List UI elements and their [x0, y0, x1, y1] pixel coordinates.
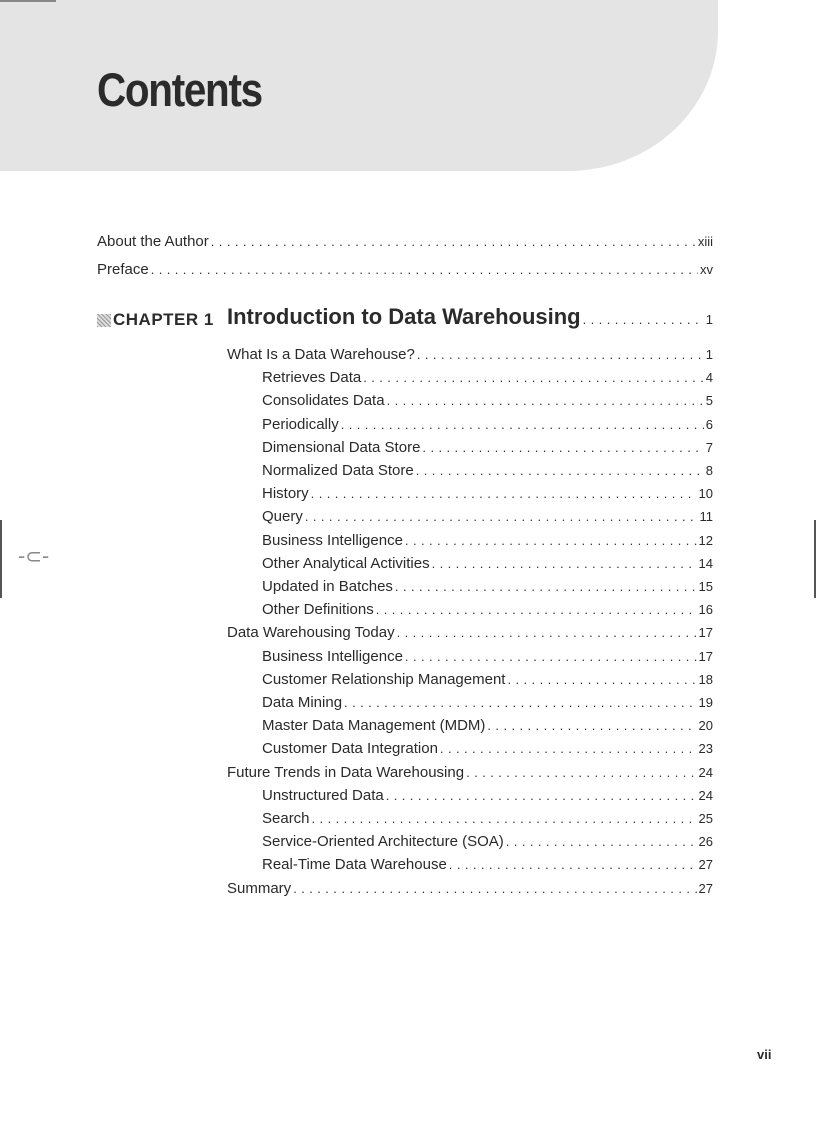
leader-dots — [405, 532, 697, 550]
toc-entry-page: 6 — [705, 417, 713, 432]
toc-entry-page: 7 — [705, 440, 713, 455]
toc-entry-page: 27 — [698, 881, 713, 896]
leader-dots — [293, 880, 696, 898]
chapter-title-entry[interactable] — [227, 304, 713, 329]
toc-entry-label: What Is a Data Warehouse? — [227, 346, 415, 363]
toc-entry-label: Data Mining — [262, 694, 343, 711]
leader-dots — [376, 601, 697, 619]
toc-entry-label: Business Intelligence — [262, 648, 403, 665]
toc-entry-page: xiii — [697, 234, 713, 249]
toc-entry-page: 5 — [705, 393, 713, 408]
toc-entry-label: Search — [262, 810, 310, 827]
toc-entry-label: Data Warehousing Today — [227, 624, 395, 641]
toc-entry-page: 19 — [698, 695, 713, 710]
leader-dots — [386, 787, 697, 805]
toc-entry-page: 15 — [698, 579, 713, 594]
toc-entry-label: Retrieves Data — [262, 369, 362, 386]
toc-entry-about-author[interactable] — [97, 233, 713, 251]
toc-entry[interactable] — [262, 856, 713, 874]
toc-entry-page: 27 — [698, 857, 713, 872]
toc-entry-page: 23 — [698, 741, 713, 756]
toc-entry[interactable] — [262, 462, 713, 480]
toc-entry[interactable] — [262, 532, 713, 550]
toc-entry[interactable] — [262, 416, 713, 434]
leader-dots — [305, 508, 698, 526]
leader-dots — [440, 740, 697, 758]
leader-dots — [344, 694, 696, 712]
toc-entry[interactable] — [262, 485, 713, 503]
chapter-page: 1 — [705, 312, 713, 327]
toc-entry-label: Customer Relationship Management — [262, 671, 506, 688]
chapter-title: Introduction to Data Warehousing — [227, 304, 581, 329]
toc-entry-page: 8 — [705, 463, 713, 478]
toc-entry-label: Periodically — [262, 416, 339, 433]
toc-entry-page: 16 — [698, 602, 713, 617]
leader-dots — [416, 462, 704, 480]
toc-entry[interactable] — [262, 740, 713, 758]
toc-entry-label: Dimensional Data Store — [262, 439, 421, 456]
toc-entry-page: 18 — [698, 672, 713, 687]
toc-entry-page: 14 — [698, 556, 713, 571]
toc-entry-page: xv — [700, 262, 713, 277]
toc-entry[interactable] — [262, 694, 713, 712]
toc-entry[interactable] — [262, 601, 713, 619]
leader-dots — [397, 624, 697, 642]
toc-entry-label: Future Trends in Data Warehousing — [227, 764, 465, 781]
leader-dots — [151, 261, 698, 279]
leader-dots — [432, 555, 697, 573]
leader-dots — [583, 311, 704, 329]
registration-mark-icon: -⊂- — [18, 544, 50, 568]
toc-entry-page: 17 — [698, 649, 713, 664]
page-number: vii — [757, 1047, 772, 1062]
leader-dots — [341, 416, 704, 434]
toc-entry-page: 26 — [698, 834, 713, 849]
toc-entry-page: 4 — [705, 370, 713, 385]
toc-entry-label: History — [262, 485, 309, 502]
toc-entry-page: 24 — [698, 765, 713, 780]
toc-entry[interactable] — [262, 717, 713, 735]
toc-entry-label: Summary — [227, 880, 292, 897]
toc-entry-label: Unstructured Data — [262, 787, 384, 804]
toc-entry[interactable] — [227, 764, 713, 782]
leader-dots — [422, 439, 703, 457]
toc-entry[interactable] — [262, 648, 713, 666]
toc-entry-page: 20 — [698, 718, 713, 733]
leader-dots — [387, 392, 704, 410]
toc-entry-label: Master Data Management (MDM) — [262, 717, 486, 734]
toc-entry-label: Service-Oriented Architecture (SOA) — [262, 833, 504, 850]
leader-dots — [312, 810, 697, 828]
toc-entry-label: Updated in Batches — [262, 578, 393, 595]
toc-entry-label: Query — [262, 508, 303, 525]
crop-mark-left — [0, 520, 2, 598]
toc-entry[interactable] — [227, 880, 713, 898]
toc-entry[interactable] — [227, 346, 713, 364]
chapter-marker-icon — [97, 314, 111, 327]
toc-entry-page: 24 — [698, 788, 713, 803]
toc-entry-label: Preface — [97, 261, 149, 278]
page-title: Contents — [97, 63, 262, 116]
toc-entry[interactable] — [262, 555, 713, 573]
toc-entry-label: Other Definitions — [262, 601, 374, 618]
toc-entry-page: 10 — [698, 486, 713, 501]
leader-dots — [395, 578, 697, 596]
toc-entry[interactable] — [262, 392, 713, 410]
toc-entry-label: Customer Data Integration — [262, 740, 438, 757]
chapter-label — [97, 310, 214, 330]
toc-entry-preface[interactable] — [97, 261, 713, 279]
toc-entry[interactable] — [262, 369, 713, 387]
toc-entry-page: 12 — [698, 533, 713, 548]
toc-entry-page: 1 — [705, 347, 713, 362]
toc-entry[interactable] — [227, 624, 713, 642]
toc-entry[interactable] — [262, 508, 713, 526]
toc-entry-page: 25 — [698, 811, 713, 826]
chapter-number: CHAPTER 1 — [113, 310, 214, 329]
toc-entry-label: About the Author — [97, 233, 209, 250]
top-rule — [0, 0, 56, 2]
leader-dots — [507, 671, 696, 689]
toc-entry-label: Other Analytical Activities — [262, 555, 430, 572]
toc-entry-label: Consolidates Data — [262, 392, 385, 409]
toc-entry[interactable] — [262, 810, 713, 828]
toc-entry[interactable] — [262, 787, 713, 805]
leader-dots — [311, 485, 697, 503]
leader-dots — [405, 648, 697, 666]
toc-entry[interactable] — [262, 671, 713, 689]
leader-dots — [449, 856, 697, 874]
toc-entry-page: 11 — [699, 509, 713, 524]
leader-dots — [506, 833, 697, 851]
leader-dots — [487, 717, 696, 735]
toc-entry-label: Business Intelligence — [262, 532, 403, 549]
toc-entry[interactable] — [262, 833, 713, 851]
toc-entry-page: 17 — [698, 625, 713, 640]
toc-entry[interactable] — [262, 439, 713, 457]
leader-dots — [466, 764, 696, 782]
leader-dots — [363, 369, 704, 387]
toc-entry-label: Normalized Data Store — [262, 462, 414, 479]
toc-entry[interactable] — [262, 578, 713, 596]
toc-entry-label: Real-Time Data Warehouse — [262, 856, 447, 873]
leader-dots — [211, 233, 696, 251]
leader-dots — [417, 346, 704, 364]
